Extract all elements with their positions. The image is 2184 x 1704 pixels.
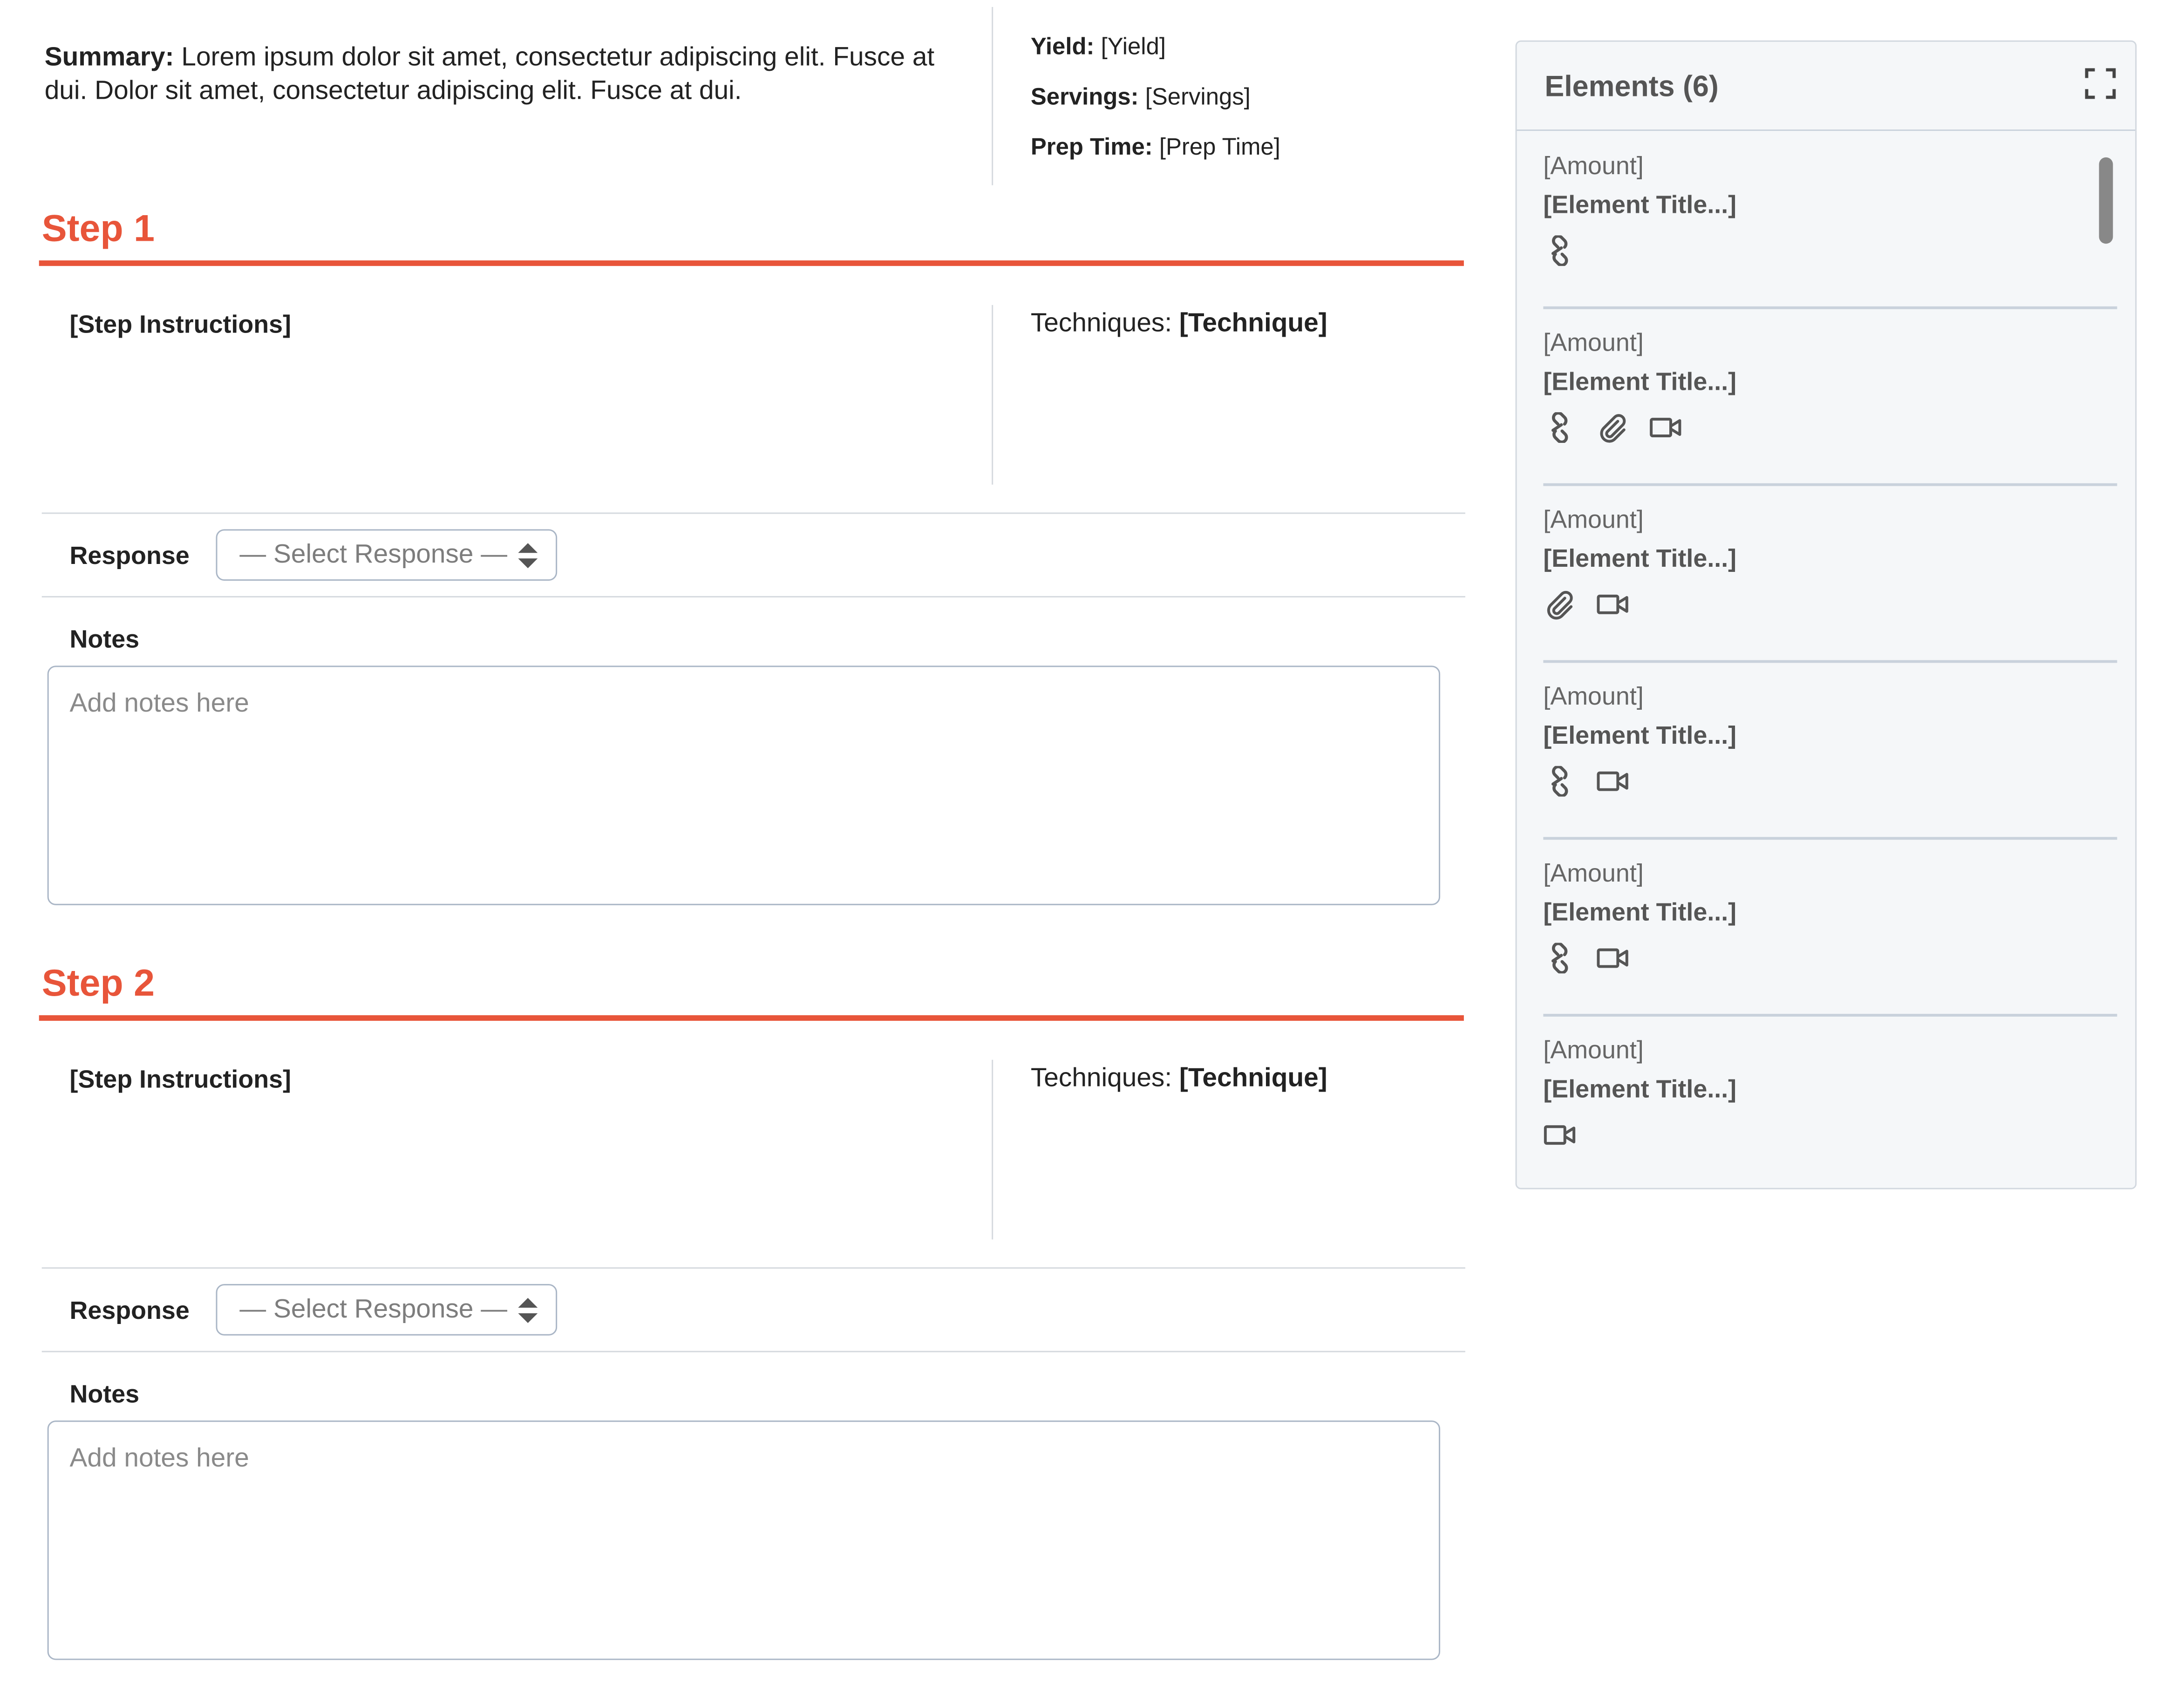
techniques-label: Techniques:	[1030, 309, 1172, 339]
step-title: Step 2	[41, 962, 155, 1005]
element-amount: [Amount]	[1543, 151, 1644, 180]
step-rule	[39, 260, 1464, 266]
sort-arrows-icon	[517, 542, 539, 570]
servings-value: [Servings]	[1145, 83, 1251, 110]
element-item[interactable]	[1543, 1015, 2117, 1192]
elements-panel-header	[1517, 42, 2136, 131]
divider	[42, 1267, 1465, 1269]
scrollbar-thumb[interactable]	[2099, 157, 2113, 244]
notes-label: Notes	[69, 1380, 140, 1408]
element-attachments	[1543, 1120, 1577, 1150]
sort-arrows-icon	[517, 1297, 539, 1324]
step-divider	[992, 1060, 993, 1240]
summary	[45, 42, 964, 109]
video-icon[interactable]	[1596, 589, 1630, 620]
prep-time-value: [Prep Time]	[1159, 134, 1280, 160]
fullscreen-icon[interactable]	[2085, 68, 2116, 99]
step-divider	[992, 305, 993, 485]
element-item[interactable]	[1543, 838, 2117, 1015]
technique-value: [Technique]	[1179, 309, 1327, 339]
summary-label: Summary:	[44, 43, 174, 73]
response-select-value: — Select Response —	[239, 540, 508, 570]
notes-textarea[interactable]	[48, 1420, 1440, 1660]
divider	[42, 596, 1465, 597]
element-title[interactable]: [Element Title...]	[1543, 367, 1737, 396]
element-title[interactable]: [Element Title...]	[1543, 544, 1737, 573]
step-instructions: [Step Instructions]	[69, 310, 292, 339]
video-icon[interactable]	[1596, 766, 1630, 797]
element-attachments	[1543, 412, 1682, 443]
element-item[interactable]	[1543, 661, 2117, 838]
element-title[interactable]: [Element Title...]	[1543, 1075, 1737, 1103]
element-attachments	[1543, 235, 1577, 266]
notes-label: Notes	[69, 625, 140, 653]
element-attachments	[1543, 766, 1629, 797]
yield-label: Yield:	[1030, 33, 1095, 60]
step-title: Step 1	[41, 207, 155, 250]
notes-placeholder: Add notes here	[69, 689, 249, 719]
element-amount: [Amount]	[1543, 505, 1644, 534]
element-title[interactable]: [Element Title...]	[1543, 898, 1737, 926]
response-label: Response	[69, 1297, 190, 1324]
yield-value: [Yield]	[1101, 33, 1166, 60]
response-select-value: — Select Response —	[239, 1295, 508, 1324]
prep-time-label: Prep Time:	[1030, 134, 1153, 160]
servings	[1031, 83, 1251, 111]
link-icon[interactable]	[1543, 412, 1577, 443]
techniques	[1031, 1064, 1327, 1095]
response-select[interactable]	[216, 1284, 558, 1336]
element-item[interactable]	[1543, 485, 2117, 662]
notes-textarea[interactable]	[48, 665, 1440, 905]
step-instructions: [Step Instructions]	[69, 1065, 292, 1093]
divider	[42, 1351, 1465, 1352]
element-item[interactable]	[1543, 308, 2117, 485]
header-divider	[992, 7, 993, 185]
element-amount: [Amount]	[1543, 859, 1644, 887]
response-select[interactable]	[216, 529, 558, 581]
element-item[interactable]	[1543, 131, 2117, 308]
link-icon[interactable]	[1543, 235, 1577, 266]
divider	[42, 512, 1465, 514]
notes-placeholder: Add notes here	[69, 1444, 249, 1473]
techniques-label: Techniques:	[1030, 1064, 1172, 1093]
video-icon[interactable]	[1543, 1120, 1577, 1150]
element-amount: [Amount]	[1543, 328, 1644, 357]
technique-value: [Technique]	[1179, 1064, 1327, 1093]
video-icon[interactable]	[1649, 412, 1683, 443]
link-icon[interactable]	[1543, 766, 1577, 797]
element-title[interactable]: [Element Title...]	[1543, 721, 1737, 749]
prep-time	[1031, 134, 1280, 162]
element-amount: [Amount]	[1543, 682, 1644, 711]
element-attachments	[1543, 589, 1629, 620]
video-icon[interactable]	[1596, 943, 1630, 974]
yield	[1031, 34, 1166, 61]
elements-panel	[1516, 41, 2137, 1189]
element-amount: [Amount]	[1543, 1036, 1644, 1064]
element-title[interactable]: [Element Title...]	[1543, 190, 1737, 219]
techniques	[1031, 309, 1327, 340]
elements-panel-title: Elements (6)	[1544, 71, 1719, 103]
link-icon[interactable]	[1543, 943, 1577, 974]
response-label: Response	[69, 542, 190, 570]
element-attachments	[1543, 943, 1629, 974]
paperclip-icon[interactable]	[1596, 412, 1630, 443]
summary-text: Lorem ipsum dolor sit amet, consectetur adipiscing elit. Fusce at dui. Dolor sit amet, consectetur adipiscing elit. Fusce at dui.	[44, 43, 935, 106]
servings-label: Servings:	[1030, 83, 1139, 110]
paperclip-icon[interactable]	[1543, 589, 1577, 620]
step-rule	[39, 1015, 1464, 1021]
